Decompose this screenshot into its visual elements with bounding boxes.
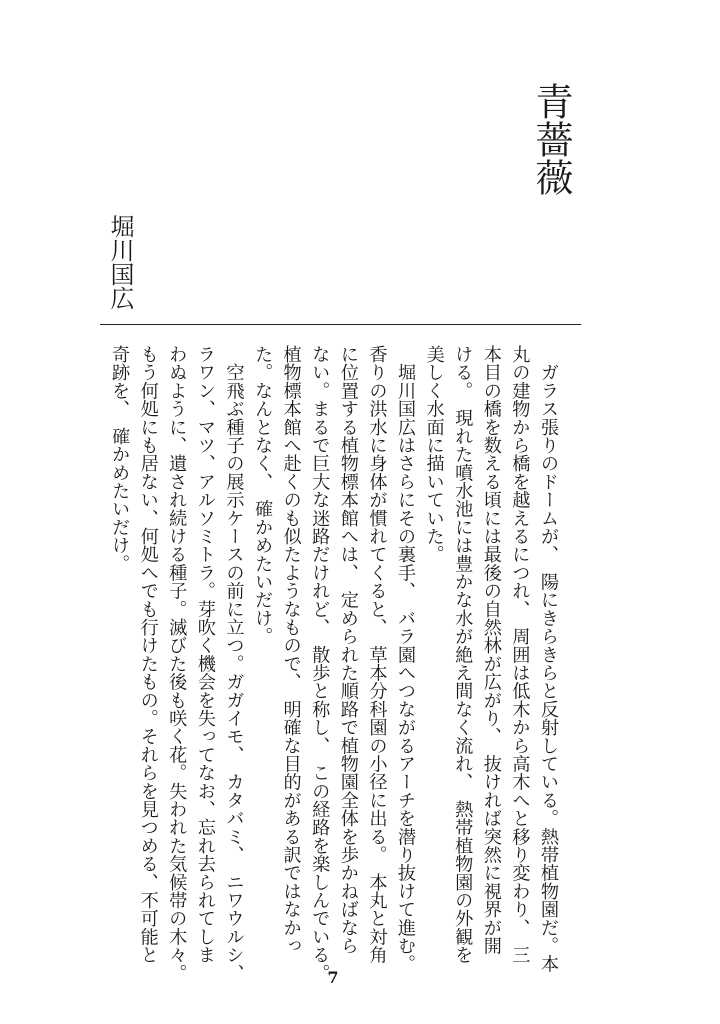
author-name: 堀川国広 [106, 214, 134, 310]
text-column: もう何処にも居ない、何処へでも行けたもの。それらを見つめる、不可能と [137, 345, 159, 964]
body-text [105, 345, 563, 982]
page-number: 7 [327, 968, 339, 987]
text-column: に位置する植物標本館へは、 定められた順路で植物園全体を歩かねばなら [337, 345, 359, 955]
text-column: ける。 現れた噴水池には豊かな水が絶え間なく流れ、 熱帯植物園の外観を [452, 345, 474, 964]
text-column: 奇跡を、 確かめたいだけ。 [109, 345, 131, 573]
text-column: ガラス張りのドームが、 陽にきらきらと反射している。熱帯植物園だ。本 [538, 345, 559, 973]
text-column: 美しく水面に描いていた。 [423, 345, 445, 564]
text-column: 本目の橋を数える頃には最後の自然林が広がり、 抜ければ突然に視界が開 [480, 345, 502, 955]
text-column: 香りの洪水に身体が慣れてくると、 草本分科園の小径に出る。 本丸と対角 [366, 345, 388, 964]
text-column: 丸の建物から橋を越えるにつれ、 周囲は低木から高木へと移り変わり、 三 [509, 345, 531, 964]
story-title: 青薔薇 [529, 82, 573, 196]
text-column: た。なんとなく、 確かめたいだけ。 [252, 345, 274, 646]
text-column: 植物標本館へ赴くのも似たようなもので、 明確な目的がある訳ではなかっ [280, 345, 302, 955]
text-column: 堀川国広はさらにその裏手、 バラ園へつながるアーチを潜り抜けて進む。 [395, 345, 417, 973]
text-column: ラワン、マツ、アルソミトラ。芽吹く機会を失ってなお、忘れ去られてしま [194, 345, 216, 964]
text-column: ない。まるで巨大な迷路だけれど、 散歩と称し、 この経路を楽しんでいる。 [309, 345, 331, 982]
divider-rule [100, 324, 581, 325]
text-column: 空飛ぶ種子の展示ケースの前に立つ。ガガイモ、 カタバミ、 ニワウルシ、 [223, 345, 245, 982]
text-column: わぬように、遺され続ける種子。滅びた後も咲く花。失われた気候帯の木々。 [166, 345, 188, 982]
